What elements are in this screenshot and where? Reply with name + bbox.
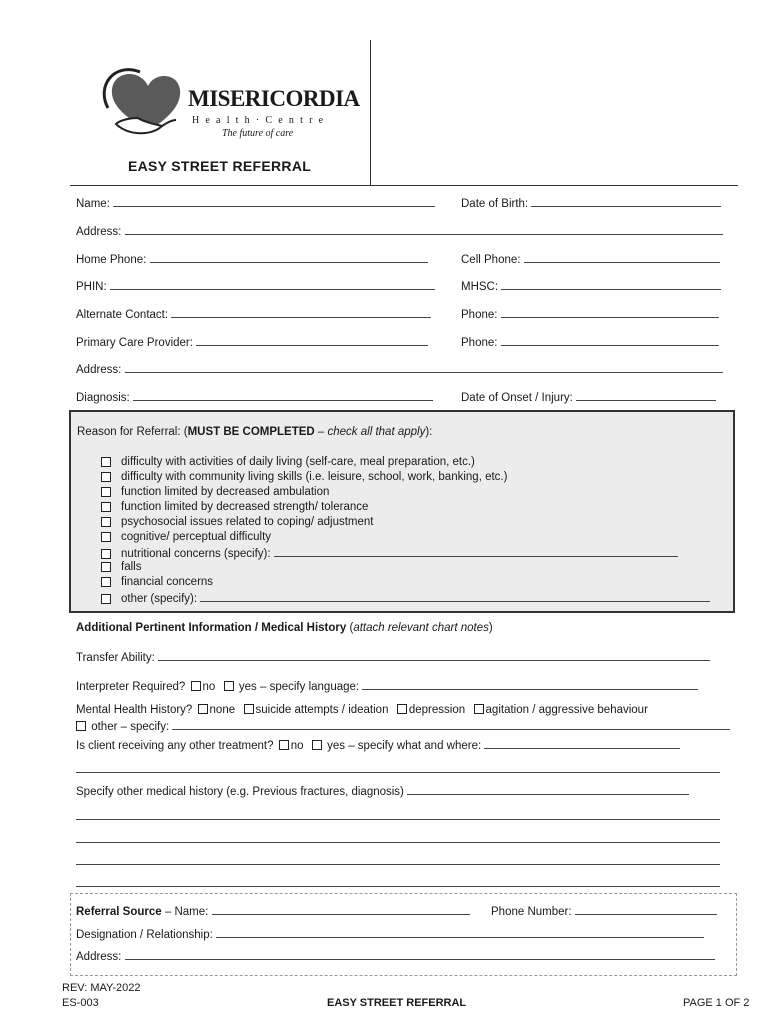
checkbox[interactable] (101, 487, 111, 497)
referral-phone-field[interactable] (491, 904, 717, 918)
treatment-input[interactable] (484, 738, 680, 749)
mental-health-row: Mental Health History? none suicide attempts / ideation depression agitation / aggressive behaviour (76, 704, 648, 716)
reason-item[interactable]: difficulty with community living skills (i.e. leisure, school, work, banking, etc.) (101, 471, 507, 483)
history-line[interactable] (76, 819, 720, 820)
reason-item[interactable]: other (specify): (101, 591, 710, 605)
name-label: Name: (76, 198, 110, 210)
page-number: PAGE 1 OF 2 (683, 997, 750, 1009)
referral-phone-label: Phone Number: (491, 906, 572, 918)
alternate-contact-label: Alternate Contact: (76, 309, 169, 321)
name-field[interactable] (76, 196, 435, 210)
other-history-input[interactable] (407, 784, 689, 795)
treatment-row: Is client receiving any other treatment? no yes – specify what and where: (76, 738, 680, 752)
mhsc-label: MHSC: (461, 281, 499, 293)
header-divider (370, 40, 371, 186)
checkbox[interactable] (101, 549, 111, 559)
designation-label: Designation / Relationship: (76, 929, 213, 941)
primary-care-phone-field[interactable] (461, 335, 719, 349)
reason-for-referral-box (69, 410, 735, 613)
cell-phone-label: Cell Phone: (461, 254, 521, 266)
treatment-label: Is client receiving any other treatment? (76, 740, 274, 752)
reason-item[interactable]: function limited by decreased ambulation (101, 486, 329, 498)
checkbox[interactable] (101, 502, 111, 512)
interpreter-yes-checkbox[interactable] (224, 681, 234, 691)
date-onset-field[interactable] (461, 390, 716, 404)
provider-address-field[interactable] (76, 362, 723, 376)
must-be-completed: MUST BE COMPLETED (187, 426, 315, 438)
reason-item[interactable]: falls (101, 561, 141, 573)
mh-depression-checkbox[interactable] (397, 704, 407, 714)
form-code: ES-003 (62, 997, 99, 1009)
transfer-ability-label: Transfer Ability: (76, 652, 155, 664)
transfer-ability-field[interactable] (76, 650, 710, 664)
checkbox[interactable] (101, 577, 111, 587)
logo-subtitle: Health·Centre (192, 115, 330, 126)
referral-name-field[interactable]: Referral Source – Name: (76, 904, 470, 918)
dob-label: Date of Birth: (461, 198, 529, 210)
reason-item[interactable]: nutritional concerns (specify): (101, 546, 678, 560)
address-field[interactable] (76, 224, 723, 238)
reason-item[interactable]: psychosocial issues related to coping/ adjustment (101, 516, 374, 528)
revision-date: REV: MAY-2022 (62, 982, 141, 994)
mh-suicide-checkbox[interactable] (244, 704, 254, 714)
referral-address-label: Address: (76, 951, 122, 963)
provider-address-label: Address: (76, 364, 122, 376)
date-onset-label: Date of Onset / Injury: (461, 392, 573, 404)
dob-field[interactable] (461, 196, 721, 210)
referral-address-field[interactable] (76, 949, 715, 963)
treatment-yes-checkbox[interactable] (312, 740, 322, 750)
mental-health-other-row: other – specify: (74, 719, 730, 733)
history-line[interactable] (76, 886, 720, 887)
primary-care-field[interactable] (76, 335, 428, 349)
logo-tagline: The future of care (222, 128, 294, 139)
alternate-phone-field[interactable] (461, 307, 719, 321)
interpreter-row: Interpreter Required? no yes – specify language: (76, 679, 698, 693)
interpreter-label: Interpreter Required? (76, 681, 186, 693)
treatment-no-checkbox[interactable] (279, 740, 289, 750)
treatment-extra-line[interactable] (76, 772, 720, 773)
mhsc-field[interactable] (461, 279, 721, 293)
heart-hand-logo-icon (100, 68, 186, 138)
designation-field[interactable] (76, 927, 704, 941)
home-phone-field[interactable] (76, 252, 428, 266)
mental-health-label: Mental Health History? (76, 704, 193, 716)
reason-item[interactable]: function limited by decreased strength/ tolerance (101, 501, 368, 513)
primary-care-phone-label: Phone: (461, 337, 498, 349)
reason-heading: Reason for Referral: (MUST BE COMPLETED – check all that apply): (77, 426, 433, 438)
reason-item[interactable]: cognitive/ perceptual difficulty (101, 531, 271, 543)
additional-heading: Additional Pertinent Information / Medical History (attach relevant chart notes) (76, 622, 493, 634)
header-bottom-rule (70, 185, 738, 186)
logo-name: MISERICORDIA (188, 86, 360, 111)
cell-phone-field[interactable] (461, 252, 720, 266)
checkbox[interactable] (101, 562, 111, 572)
checkbox[interactable] (101, 532, 111, 542)
checkbox[interactable] (101, 472, 111, 482)
referral-source-label: Referral Source (76, 906, 162, 918)
mh-none-checkbox[interactable] (198, 704, 208, 714)
footer-title: EASY STREET REFERRAL (327, 997, 467, 1009)
checkbox[interactable] (101, 594, 111, 604)
phin-label: PHIN: (76, 281, 107, 293)
home-phone-label: Home Phone: (76, 254, 147, 266)
alternate-phone-label: Phone: (461, 309, 498, 321)
history-line[interactable] (76, 864, 720, 865)
diagnosis-field[interactable] (76, 390, 433, 404)
mh-agitation-checkbox[interactable] (474, 704, 484, 714)
address-label: Address: (76, 226, 122, 238)
phin-field[interactable] (76, 279, 435, 293)
primary-care-label: Primary Care Provider: (76, 337, 193, 349)
checkbox[interactable] (101, 517, 111, 527)
other-history-row (76, 784, 689, 798)
other-history-label: Specify other medical history (e.g. Previous fractures, diagnosis) (76, 786, 404, 798)
check-all-note: check all that apply (327, 426, 426, 438)
mh-other-checkbox[interactable] (76, 721, 86, 731)
alternate-contact-field[interactable] (76, 307, 431, 321)
interpreter-language-input[interactable] (362, 679, 698, 690)
checkbox[interactable] (101, 457, 111, 467)
form-title: EASY STREET REFERRAL (128, 158, 312, 174)
diagnosis-label: Diagnosis: (76, 392, 130, 404)
reason-item[interactable]: financial concerns (101, 576, 213, 588)
mh-other-input[interactable] (172, 719, 730, 730)
interpreter-no-checkbox[interactable] (191, 681, 201, 691)
history-line[interactable] (76, 842, 720, 843)
reason-item[interactable]: difficulty with activities of daily living (self-care, meal preparation, etc.) (101, 456, 475, 468)
